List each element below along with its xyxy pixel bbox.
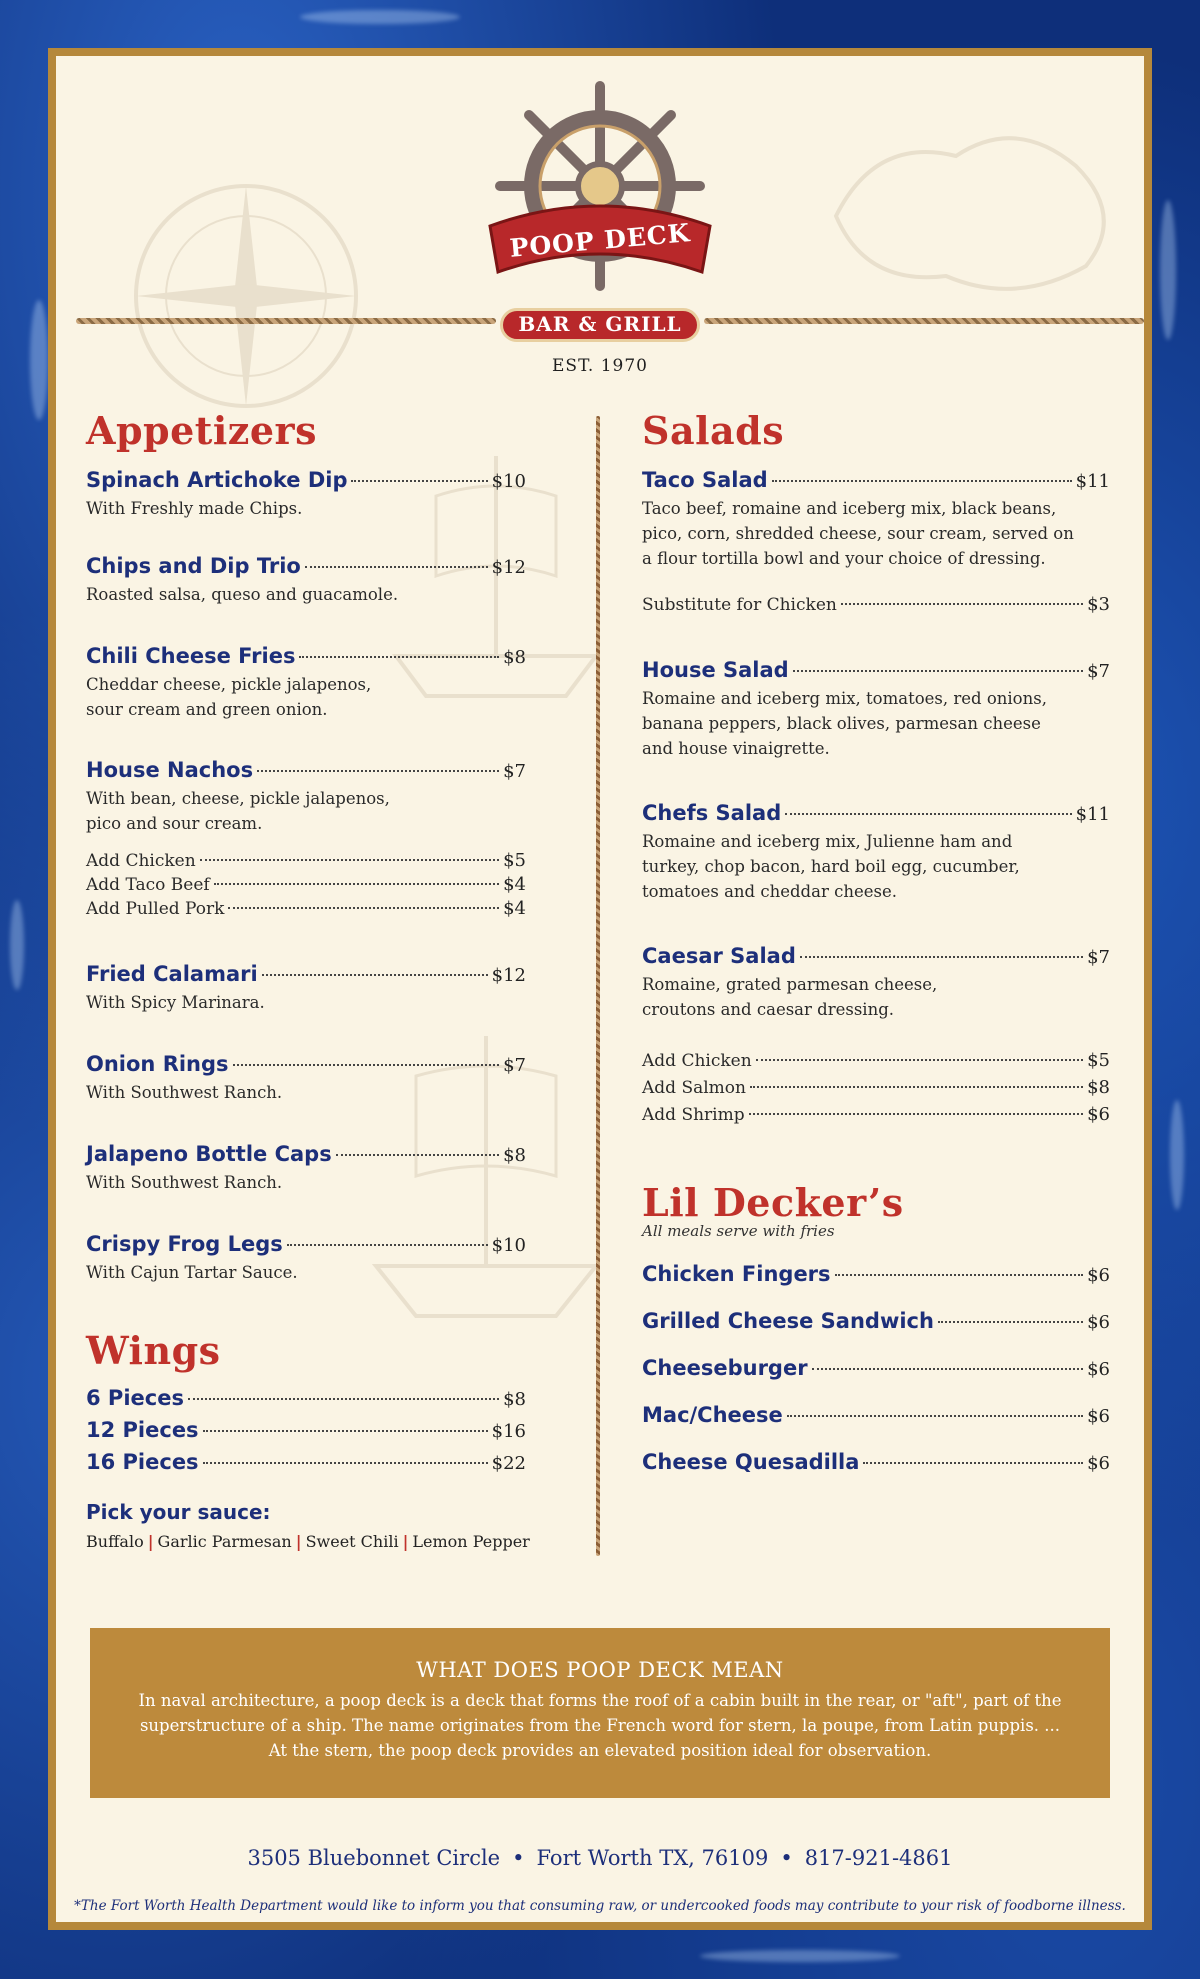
item-price: $7 [1087, 661, 1110, 682]
wings-item [86, 1418, 526, 1442]
kids-item [642, 1450, 1110, 1474]
logo-top-text: POOP DECK [508, 218, 692, 263]
item-name: Caesar Salad [642, 944, 796, 968]
item-desc: With Cajun Tartar Sauce. [86, 1263, 298, 1282]
item-name: Onion Rings [86, 1052, 229, 1076]
addon-name: Add Chicken [642, 1051, 752, 1071]
item-price: $8 [503, 1389, 526, 1410]
appetizers-title: Appetizers [86, 408, 317, 453]
item-name: Mac/Cheese [642, 1403, 783, 1427]
info-title: WHAT DOES POOP DECK MEAN [416, 1658, 784, 1682]
city-address: Fort Worth TX, 76109 [536, 1846, 769, 1870]
item-price: $11 [1075, 471, 1110, 492]
addon-item [86, 898, 526, 919]
item-name: House Salad [642, 658, 789, 682]
item-price: $6 [1087, 1265, 1110, 1286]
sauce-option: Garlic Parmesan [157, 1532, 292, 1551]
item-price: $7 [1087, 947, 1110, 968]
kids-title: Lil Decker’s [642, 1180, 904, 1225]
item-name: 6 Pieces [86, 1386, 184, 1410]
addon-item [642, 594, 1110, 615]
menu-item [642, 944, 1110, 968]
sauce-title: Pick your sauce: [86, 1500, 271, 1524]
addon-price: $6 [1087, 1104, 1110, 1125]
item-name: 16 Pieces [86, 1450, 199, 1474]
sauce-list: Buffalo | Garlic Parmesan | Sweet Chili | Lemon Pepper [86, 1532, 530, 1551]
menu-item [642, 658, 1110, 682]
menu-panel [48, 48, 1152, 1930]
addon-name: Add Taco Beef [86, 875, 210, 895]
addon-price: $5 [1087, 1050, 1110, 1071]
item-desc: With Spicy Marinara. [86, 993, 265, 1012]
item-name: House Nachos [86, 758, 254, 782]
item-name: Cheeseburger [642, 1356, 808, 1380]
kids-item [642, 1262, 1110, 1286]
item-price: $8 [503, 647, 526, 668]
kids-note: All meals serve with fries [642, 1222, 835, 1240]
menu-item [86, 758, 526, 782]
addon-name: Add Shrimp [642, 1105, 745, 1125]
addon-name: Add Salmon [642, 1078, 746, 1098]
item-name: Grilled Cheese Sandwich [642, 1309, 934, 1333]
map-island-decoration [816, 96, 1136, 316]
menu-item [86, 468, 526, 492]
item-desc: With Freshly made Chips. [86, 499, 303, 518]
item-price: $10 [491, 1235, 526, 1256]
sauce-option: Sweet Chili [305, 1532, 399, 1551]
addon-price: $5 [503, 850, 526, 871]
kids-item [642, 1356, 1110, 1380]
addon-price: $4 [503, 874, 526, 895]
item-name: Chips and Dip Trio [86, 554, 301, 578]
menu-item [86, 1232, 526, 1256]
item-desc: With bean, cheese, pickle jalapenos, pico and sour cream. [86, 789, 390, 833]
item-desc: Cheddar cheese, pickle jalapenos, sour cream and green onion. [86, 675, 372, 719]
logo-bottom-text: BAR & GRILL [518, 312, 682, 336]
item-price: $6 [1087, 1453, 1110, 1474]
menu-item [642, 468, 1110, 492]
menu-item [642, 801, 1110, 825]
column-divider [596, 416, 600, 1556]
street-address: 3505 Bluebonnet Circle [247, 1846, 501, 1870]
menu-item [86, 1052, 526, 1076]
item-price: $16 [491, 1421, 526, 1442]
item-desc: Romaine and iceberg mix, tomatoes, red onions, banana peppers, black olives, parmesan cheese and house vinaigrette. [642, 689, 1047, 758]
addon-item [86, 874, 526, 895]
item-name: Cheese Quesadilla [642, 1450, 860, 1474]
item-price: $6 [1087, 1312, 1110, 1333]
item-name: Spinach Artichoke Dip [86, 468, 348, 492]
kids-item [642, 1403, 1110, 1427]
item-name: Jalapeno Bottle Caps [86, 1142, 332, 1166]
rope-left [76, 318, 496, 324]
menu-item [86, 962, 526, 986]
wings-item [86, 1386, 526, 1410]
addon-item [642, 1104, 1110, 1125]
item-name: Crispy Frog Legs [86, 1232, 283, 1256]
menu-item [86, 1142, 526, 1166]
item-desc: Romaine and iceberg mix, Julienne ham and turkey, chop bacon, hard boil egg, cucumber, tomatoes and cheddar cheese. [642, 832, 1020, 901]
addon-price: $8 [1087, 1077, 1110, 1098]
item-name: Chefs Salad [642, 801, 782, 825]
kids-item [642, 1309, 1110, 1333]
addon-item [86, 850, 526, 871]
addon-name: Add Pulled Pork [86, 899, 225, 919]
rope-right [704, 318, 1144, 324]
address-line: 3505 Bluebonnet Circle • Fort Worth TX, 76109 • 817-921-4861 [247, 1846, 953, 1870]
item-desc: Roasted salsa, queso and guacamole. [86, 585, 399, 604]
item-price: $12 [491, 965, 526, 986]
sauce-option: Lemon Pepper [412, 1532, 530, 1551]
phone-number: 817-921-4861 [804, 1846, 953, 1870]
sauce-option: Buffalo [86, 1532, 144, 1551]
wings-title: Wings [86, 1328, 221, 1373]
item-name: 12 Pieces [86, 1418, 199, 1442]
poop-deck-info-box [90, 1628, 1110, 1798]
item-desc: With Southwest Ranch. [86, 1083, 283, 1102]
item-price: $8 [503, 1145, 526, 1166]
item-price: $7 [503, 761, 526, 782]
addon-price: $4 [503, 898, 526, 919]
item-price: $7 [503, 1055, 526, 1076]
item-price: $22 [491, 1453, 526, 1474]
item-name: Chili Cheese Fries [86, 644, 296, 668]
item-name: Chicken Fingers [642, 1262, 831, 1286]
item-desc: Romaine, grated parmesan cheese, croutons and caesar dressing. [642, 975, 938, 1019]
menu-item [86, 644, 526, 668]
item-price: $12 [491, 557, 526, 578]
addon-name: Add Chicken [86, 851, 196, 871]
info-text: In naval architecture, a poop deck is a deck that forms the roof of a cabin built in the rear, or "aft", part of the superstructure of a ship. The name originates from the French word for stern, la poupe, from Latin puppis. ... At the stern, the poop deck provides an elevated position ideal for observation. [138, 1691, 1062, 1760]
item-price: $11 [1075, 804, 1110, 825]
compass-rose-decoration [126, 176, 366, 416]
menu-item [86, 554, 526, 578]
established-year: EST. 1970 [552, 356, 648, 376]
addon-item [642, 1050, 1110, 1071]
item-name: Taco Salad [642, 468, 768, 492]
salads-title: Salads [642, 408, 785, 453]
item-price: $6 [1087, 1359, 1110, 1380]
item-desc: With Southwest Ranch. [86, 1173, 283, 1192]
wings-item [86, 1450, 526, 1474]
health-disclaimer: *The Fort Worth Health Department would like to inform you that consuming raw, or undercooked foods may contribute to your risk of foodborne illness. [74, 1898, 1126, 1914]
item-price: $10 [491, 471, 526, 492]
addon-item [642, 1077, 1110, 1098]
item-name: Fried Calamari [86, 962, 258, 986]
item-price: $6 [1087, 1406, 1110, 1427]
addon-price: $3 [1087, 594, 1110, 615]
addon-name: Substitute for Chicken [642, 595, 837, 615]
item-desc: Taco beef, romaine and iceberg mix, black beans, pico, corn, shredded cheese, sour cream, served on a flour tortilla bowl and your choice of dressing. [642, 499, 1074, 568]
